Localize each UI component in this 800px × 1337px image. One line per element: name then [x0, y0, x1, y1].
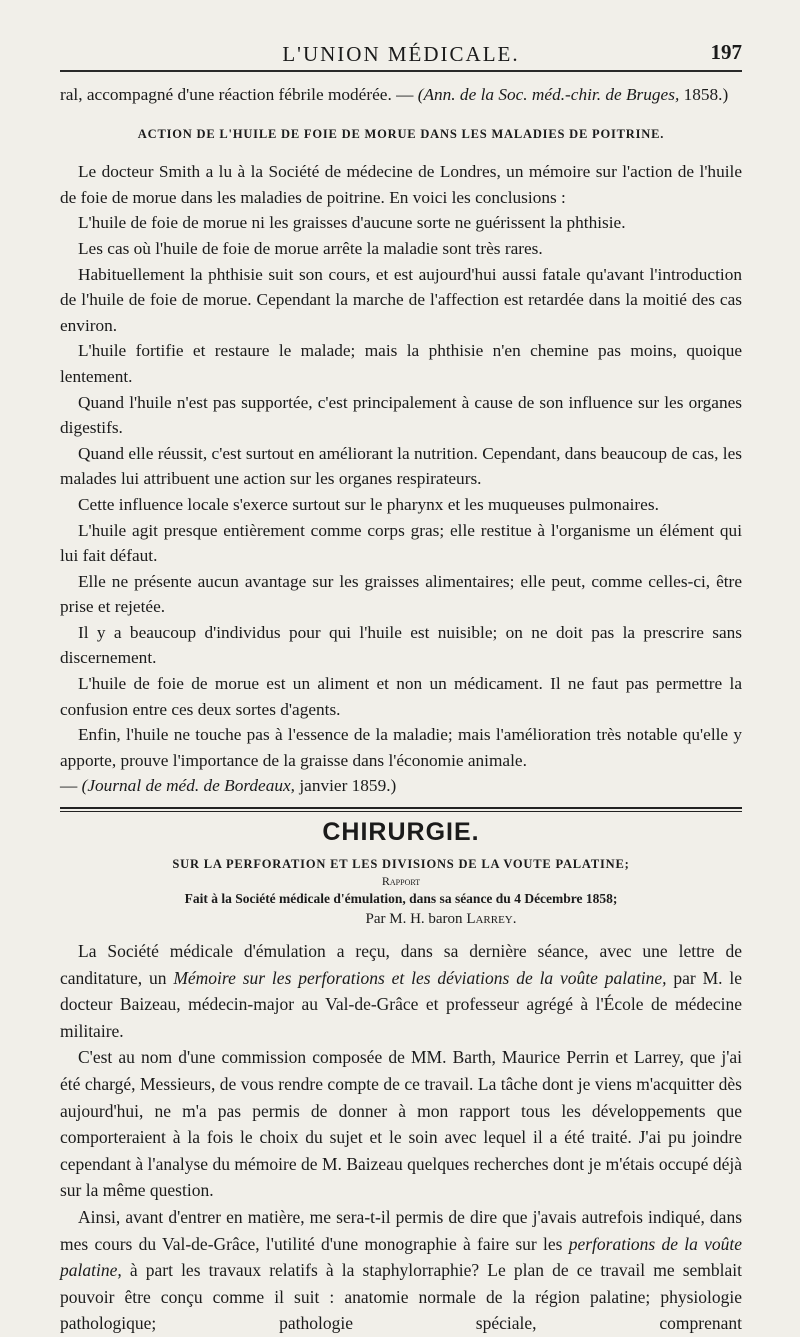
paragraph: L'huile fortifie et restaure le malade; mais la phthisie n'en chemine pas moins, quoique lentement.: [60, 341, 742, 386]
paragraph: Quand l'huile n'est pas supportée, c'est principalement à cause de son influence sur les organes digestifs.: [60, 392, 742, 438]
continuation-year: 1858.): [683, 85, 729, 104]
meeting-line: Fait à la Société médicale d'émulation, dans sa séance du 4 Décembre 1858;: [184, 891, 618, 907]
paragraph: Les cas où l'huile de foie de morue arrête la maladie sont très rares.: [78, 238, 543, 258]
running-title: L'UNION MÉDICALE.: [282, 42, 520, 66]
paragraph: Il y a beaucoup d'individus pour qui l'huile est nuisible; on ne doit pas la prescrire sans discernement.: [60, 622, 742, 668]
author-prefix: Par M. H. baron: [365, 911, 463, 928]
paragraph: Le docteur Smith a lu à la Société de médecine de Londres, un mémoire sur l'action de l'huile de foie de morue dans les maladies de poitrine. En voici les conclusions :: [60, 162, 742, 207]
article-palate: [60, 938, 742, 1337]
paragraph: Elle ne présente aucun avantage sur les graisses alimentaires; elle peut, comme celles-ci, être prise et rejetée.: [60, 571, 742, 617]
p1-text-b: par M. le docteur Baizeau, médecin-major au Val-de-Grâce et professeur agrégé à l'École de médecine militaire.: [60, 967, 742, 1041]
p3-title: perforations de la voûte palatine,: [60, 1233, 743, 1281]
article-oil: [60, 82, 742, 799]
p3-text-a: Ainsi, avant d'entrer en matière, me sera-t-il permis de dire que j'avais autrefois indiqué, dans mes cours du Val-de-Grâce, l'utilité d'une monographie à faire sur les: [60, 1206, 742, 1254]
p3-text-b: à part les travaux relatifs à la staphylorraphie? Le plan de ce travail me semblait pouvoir être conçu comme il suit : anatomie normale de la région palatine; physiologie pathologique; pathologie spéciale, comprenant: [60, 1260, 742, 1334]
paragraph: [60, 1204, 742, 1337]
author-name: Larrey.: [466, 911, 517, 928]
continuation-paragraph: [60, 82, 742, 108]
p1-text-a: La Société médicale d'émulation a reçu, dans sa dernière séance, avec une lettre de canditature, un: [60, 941, 742, 988]
rapport-label: Rapport: [381, 874, 421, 889]
source-line: [60, 773, 742, 799]
p1-title: Mémoire sur les perforations et les déviations de la voûte palatine,: [173, 967, 667, 988]
page-number: 197: [710, 40, 742, 64]
paragraph: L'huile de foie de morue ni les graisses d'aucune sorte ne guérissent la phthisie.: [78, 213, 626, 233]
continuation-citation: (Ann. de la Soc. méd.-chir. de Bruges,: [417, 85, 680, 104]
source-dash: —: [60, 776, 78, 796]
article-heading: SUR LA PERFORATION ET LES DIVISIONS DE LA VOUTE PALATINE;: [172, 857, 630, 872]
page-header: [60, 28, 742, 72]
continuation-text: ral, accompagné d'une réaction fébrile modérée. —: [60, 85, 414, 104]
paragraph: L'huile agit presque entièrement comme corps gras; elle restitue à l'organisme un élément qui lui fait défaut.: [60, 520, 742, 566]
paragraph: C'est au nom d'une commission composée de MM. Barth, Maurice Perrin et Larrey, que j'ai été chargé, Messieurs, de vous rendre compte de ce travail. La tâche dont je viens m'acquitter dès aujourd'hui, ne m'a pas permis de donner à mon rapport tous les développements que comporteraient à la fois le choix du sujet et le soin avec lequel il a été traité. J'ai pu joindre cependant à l'analyse du mémoire de M. Baizeau quelques recherches dont je m'étais occupé déjà sur la même question.: [60, 1047, 742, 1201]
paragraph: Habituellement la phthisie suit son cours, et est aujourd'hui aussi fatale qu'avant l'introduction de l'huile de foie de morue. Cependant la marche de l'affection est retardée dans la moitié des cas environ.: [60, 264, 742, 335]
source-citation: (Journal de méd. de Bordeaux,: [81, 776, 296, 796]
section-title: CHIRURGIE.: [322, 818, 480, 847]
paragraph: Enfin, l'huile ne touche pas à l'essence de la maladie; mais l'amélioration très notable qu'elle y apporte, prouve l'importance de la graisse dans l'économie animale.: [60, 725, 742, 770]
author-line: [140, 911, 742, 928]
paragraph: L'huile de foie de morue est un aliment et non un médicament. Il ne faut pas permettre la confusion entre ces deux sortes d'agents.: [60, 674, 742, 719]
section-divider: [60, 807, 742, 812]
paragraph: Quand elle réussit, c'est surtout en améliorant la nutrition. Cependant, dans beaucoup de cas, les malades lui attribuent une action sur les organes respirateurs.: [60, 443, 742, 489]
source-date: janvier 1859.): [299, 776, 397, 796]
paragraph: Cette influence locale s'exerce surtout sur le pharynx et les muqueuses pulmonaires.: [78, 494, 659, 514]
paragraph: [60, 938, 742, 1044]
section-heading: ACTION DE L'HUILE DE FOIE DE MORUE DANS LES MALADIES DE POITRINE.: [137, 126, 665, 141]
